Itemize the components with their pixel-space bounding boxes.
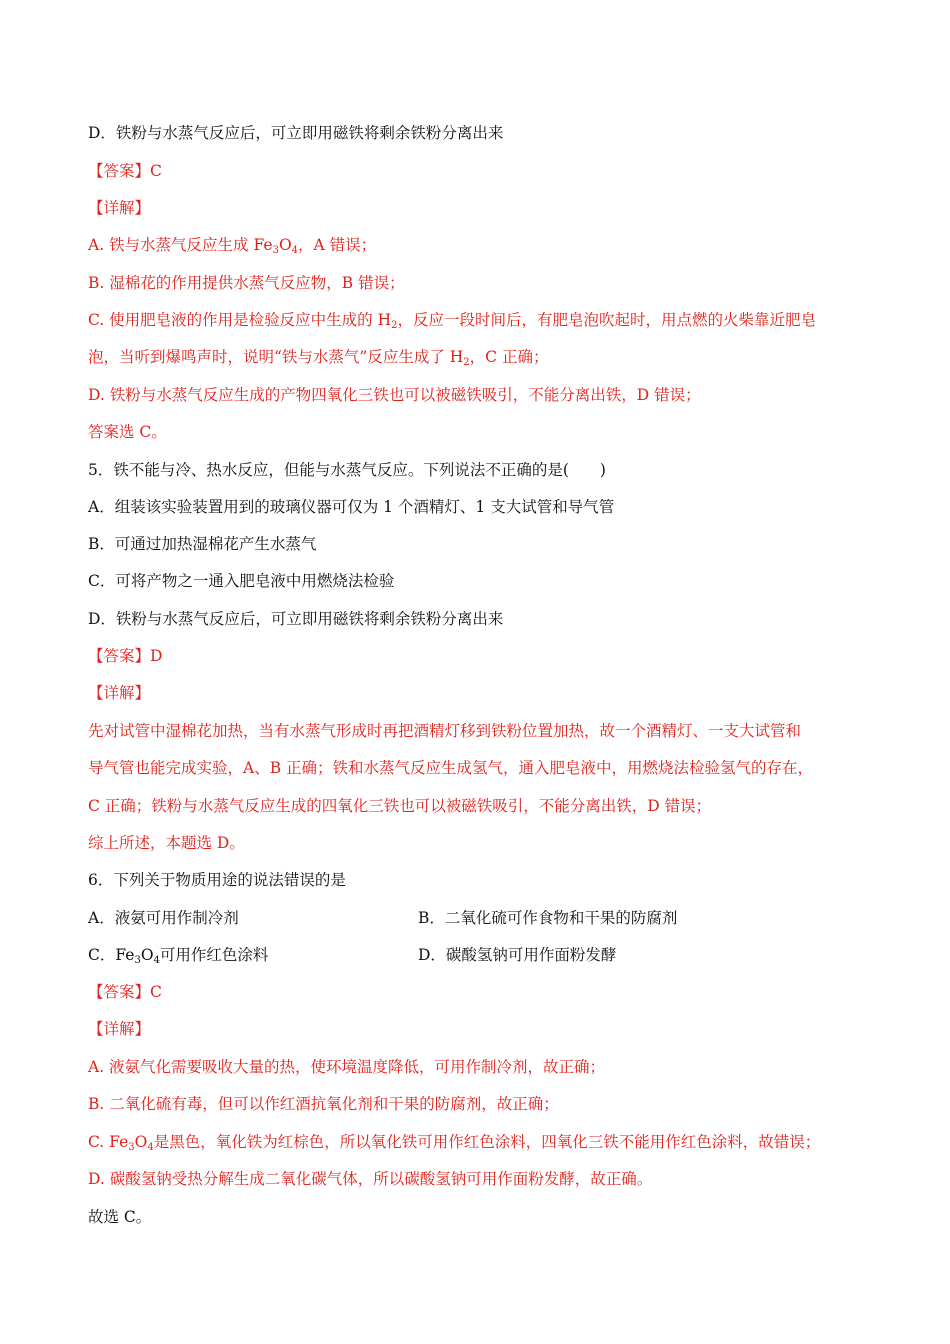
q5-option-a: A．组装该实验装置用到的玻璃仪器可仅为 1 个酒精灯、1 支大试管和导气管 — [88, 498, 615, 516]
q5-stem: 5．铁不能与冷、热水反应，但能与水蒸气反应。下列说法不正确的是( ) — [88, 461, 606, 479]
q5-conclusion: 综上所述，本题选 D。 — [88, 834, 245, 852]
q6-option-a: A．液氨可用作制冷剂 — [88, 909, 239, 927]
q6-answer: 【答案】C — [88, 983, 162, 1001]
q4-explanation-c-line1: C. 使用肥皂液的作用是检验反应中生成的 $H_2$，反应一段时间后，有肥皂泡吹起时，用点燃的火柴靠近肥皂 — [88, 311, 816, 331]
q5-option-b: B．可通过加热湿棉花产生水蒸气 — [88, 535, 317, 553]
q4-answer: 【答案】C — [88, 162, 162, 180]
q6-options-row2 — [88, 944, 878, 966]
q5-detail-heading: 【详解】 — [88, 684, 151, 702]
q4-explanation-a: A. 铁与水蒸气反应生成 $Fe_3O_4$，A 错误； — [88, 236, 377, 256]
q6-explanation-c: C. $Fe_3O_4$是黑色，氧化铁为红棕色，所以氧化铁可用作红色涂料，四氧化三铁不能用作红色涂料，故错误； — [88, 1133, 821, 1153]
q6-stem: 6．下列关于物质用途的说法错误的是 — [88, 871, 346, 889]
q6-explanation-a: A. 液氨气化需要吸收大量的热，使环境温度降低，可用作制冷剂，故正确； — [88, 1058, 606, 1076]
q5-explanation-line1: 先对试管中湿棉花加热，当有水蒸气形成时再把酒精灯移到铁粉位置加热，故一个酒精灯、一支大试管和 — [88, 722, 802, 740]
q5-answer: 【答案】D — [88, 647, 163, 665]
q5-explanation-line3: C 正确；铁粉与水蒸气反应生成的四氧化三铁也可以被磁铁吸引，不能分离出铁，D 错误； — [88, 797, 712, 815]
q4-conclusion: 答案选 C。 — [88, 423, 167, 441]
q4-explanation-c-line2: 泡，当听到爆鸣声时，说明“铁与水蒸气”反应生成了 $H_2$，C 正确； — [88, 348, 549, 368]
q6-option-b: B．二氧化硫可作食物和干果的防腐剂 — [418, 909, 678, 927]
q5-option-c: C．可将产物之一通入肥皂液中用燃烧法检验 — [88, 572, 395, 590]
q4-detail-heading: 【详解】 — [88, 199, 151, 217]
q6-explanation-b: B. 二氧化硫有毒，但可以作红酒抗氧化剂和干果的防腐剂，故正确； — [88, 1095, 559, 1113]
q4-explanation-b: B. 湿棉花的作用提供水蒸气反应物，B 错误； — [88, 274, 405, 292]
q6-options-row1 — [88, 907, 878, 929]
q6-option-c: C．$Fe_3O_4$可用作红色涂料 — [88, 946, 269, 966]
q4-option-d: D．铁粉与水蒸气反应后，可立即用磁铁将剩余铁粉分离出来 — [88, 124, 504, 142]
q5-explanation-line2: 导气管也能完成实验，A、B 正确；铁和水蒸气反应生成氢气，通入肥皂液中，用燃烧法检验氢气的存在， — [88, 759, 814, 777]
q5-option-d: D．铁粉与水蒸气反应后，可立即用磁铁将剩余铁粉分离出来 — [88, 610, 504, 628]
q6-detail-heading: 【详解】 — [88, 1020, 151, 1038]
q6-option-d: D．碳酸氢钠可用作面粉发酵 — [418, 946, 617, 964]
q6-conclusion: 故选 C。 — [88, 1208, 152, 1226]
q6-explanation-d: D. 碳酸氢钠受热分解生成二氧化碳气体，所以碳酸氢钠可用作面粉发酵，故正确。 — [88, 1170, 653, 1188]
q4-explanation-d: D. 铁粉与水蒸气反应生成的产物四氧化三铁也可以被磁铁吸引，不能分离出铁，D 错误； — [88, 386, 701, 404]
